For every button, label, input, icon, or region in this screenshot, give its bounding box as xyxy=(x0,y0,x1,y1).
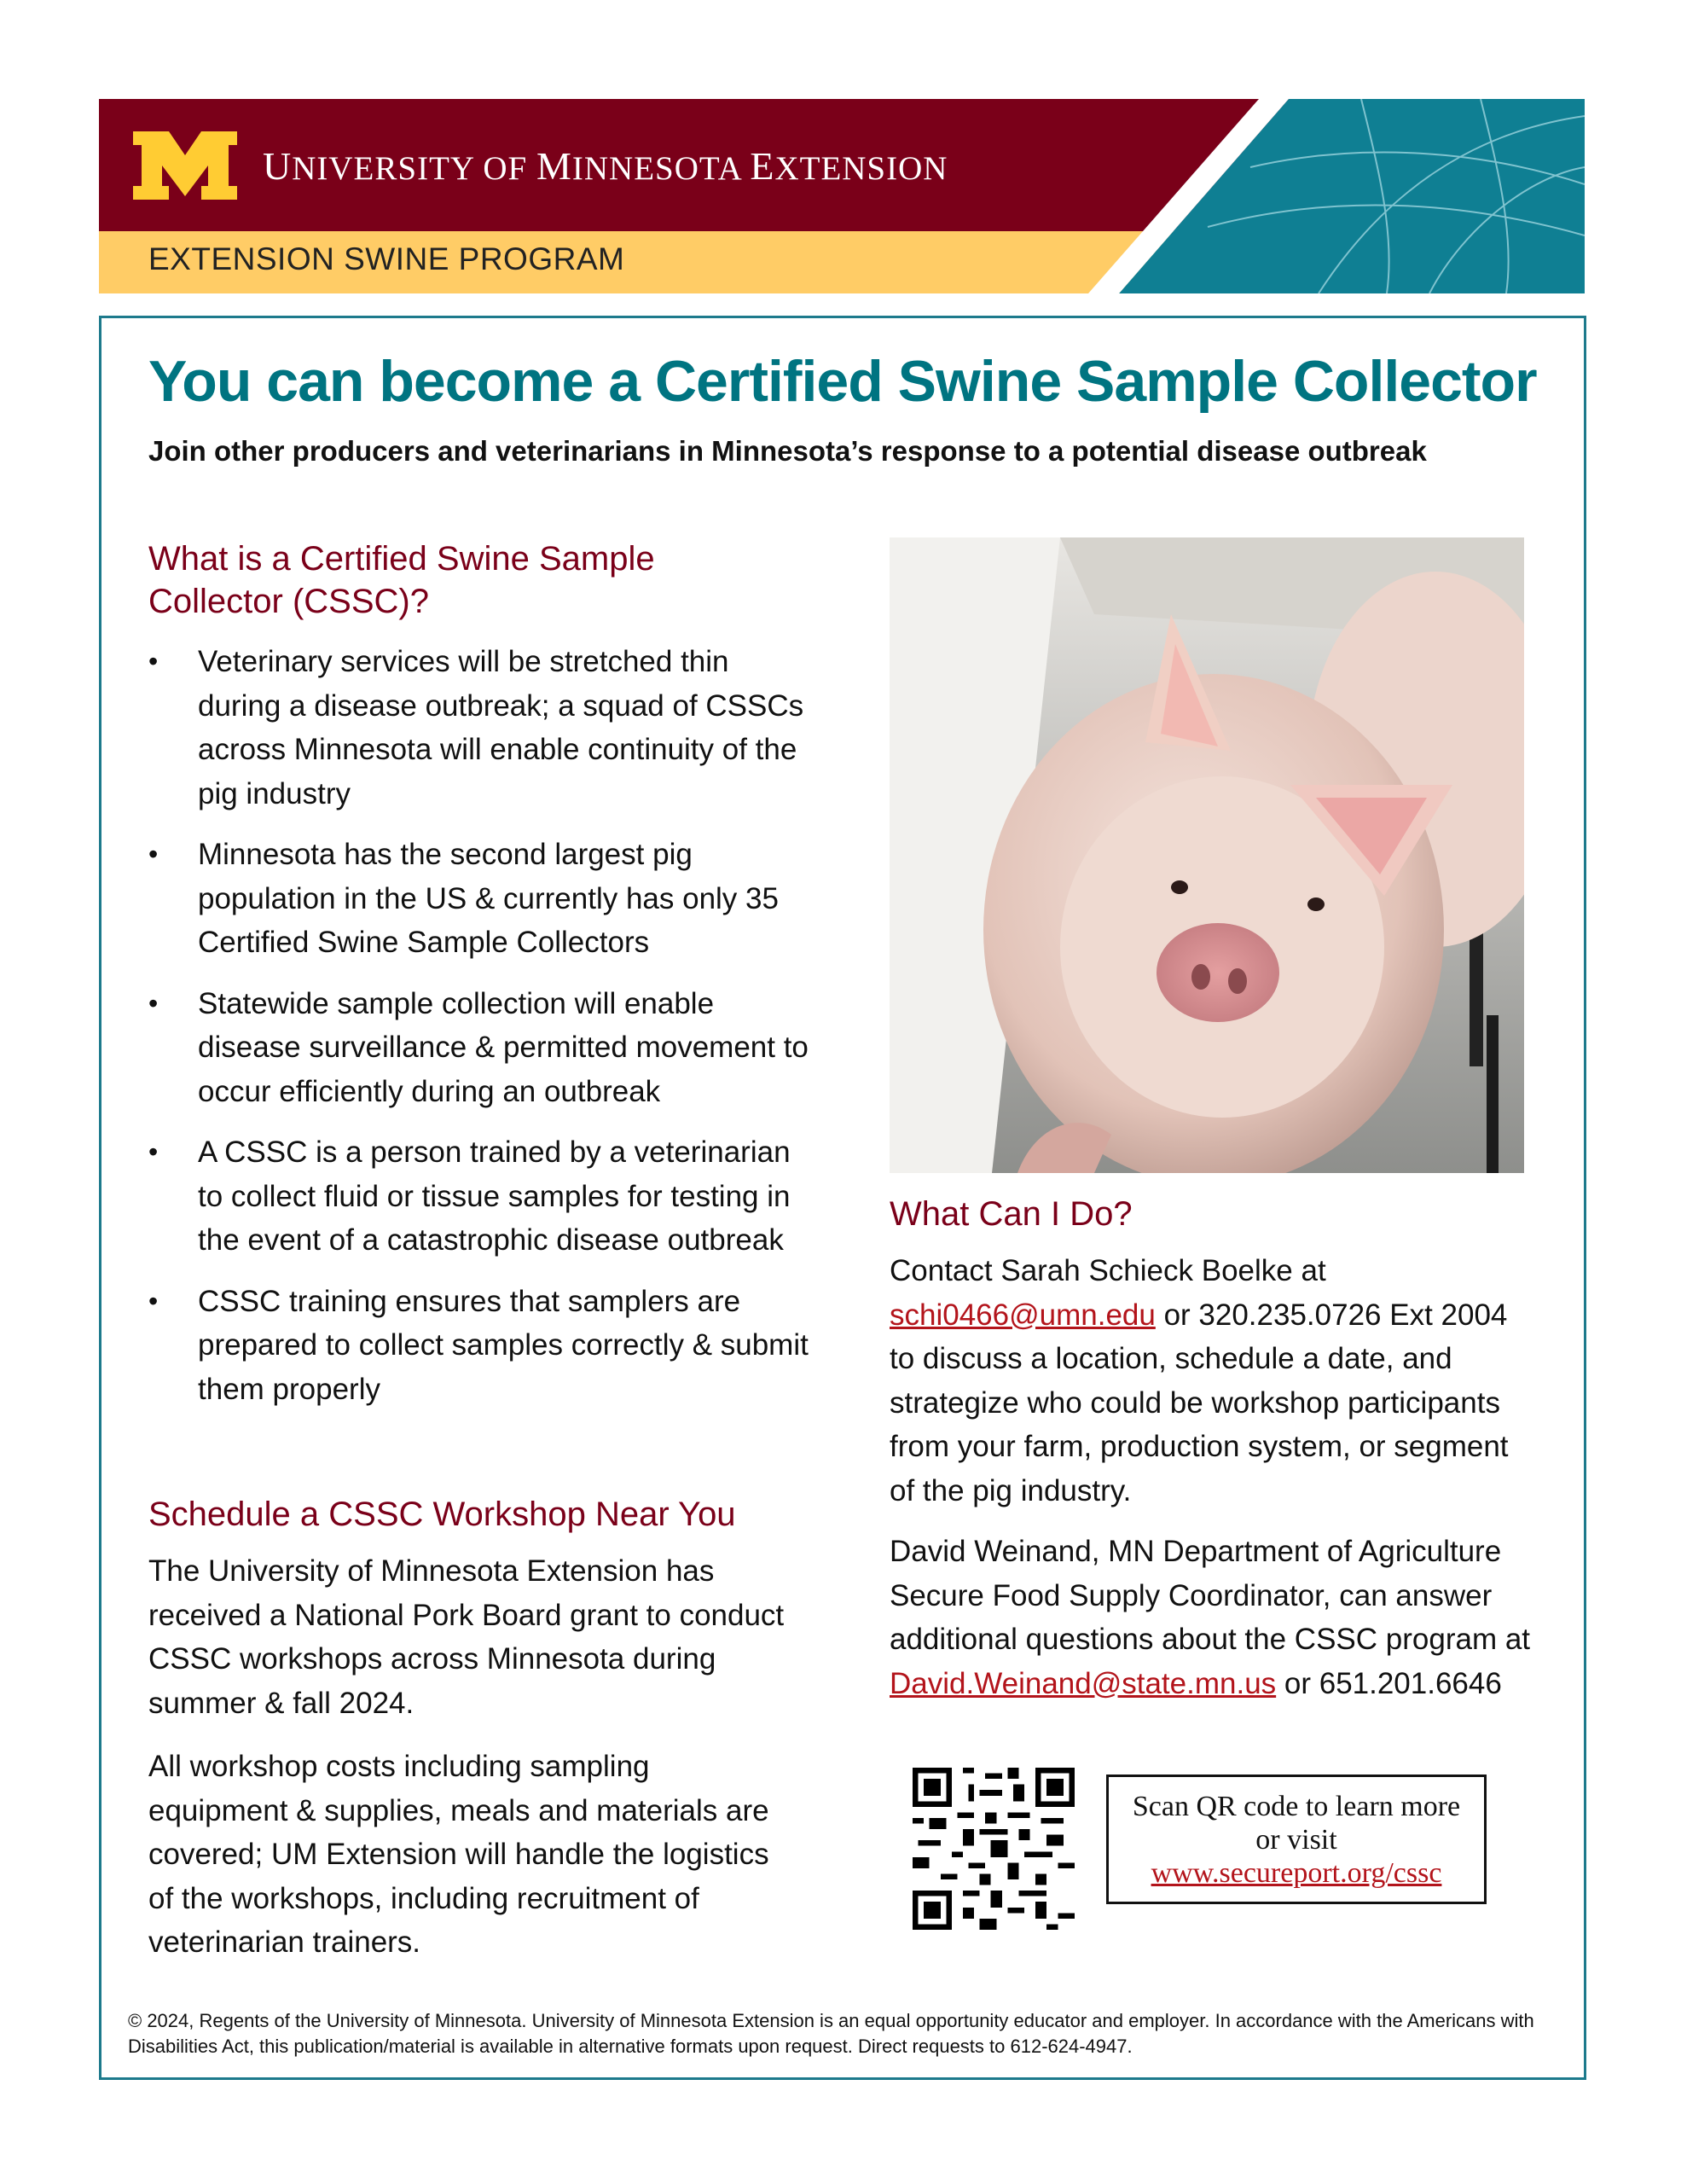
qr-code[interactable] xyxy=(913,1768,1075,1930)
securepork-link[interactable]: www.secureport.org/cssc xyxy=(1151,1857,1442,1889)
email-link-david[interactable]: David.Weinand@state.mn.us xyxy=(890,1666,1277,1700)
pig-photo xyxy=(890,537,1524,1173)
header-banner xyxy=(99,99,1585,293)
list-item: • Minnesota has the second largest pig population in the US & currently has only 35 Certified Swine Sample Collectors xyxy=(148,833,814,965)
list-item: • Statewide sample collection will enable disease surveillance & permitted movement to occur efficiently during an outbreak xyxy=(148,982,814,1114)
list-item: • CSSC training ensures that samplers are prepared to collect samples correctly & submit them properly xyxy=(148,1280,814,1412)
page-title: You can become a Certified Swine Sample Collector xyxy=(148,349,1537,414)
contact-paragraph: Contact Sarah Schieck Boelke at schi0466@umn.edu or 320.235.0726 Ext 2004 to discuss a location, schedule a date, and strategize who could be workshop participants from your farm, production system, or segment of the pig industry. xyxy=(890,1254,1509,1507)
list-item: • Veterinary services will be stretched thin during a disease outbreak; a squad of CSSCs across Minnesota will enable continuity of the pig industry xyxy=(148,640,814,816)
schedule-paragraph-2: All workshop costs including sampling equipment & supplies, meals and materials are covered; UM Extension will handle the logistics of the workshops, including recruitment of veterinarian trainers. xyxy=(148,1750,769,1959)
program-name: EXTENSION SWINE PROGRAM xyxy=(148,241,625,276)
email-link-sarah[interactable]: schi0466@umn.edu xyxy=(890,1298,1156,1332)
university-m-logo xyxy=(133,131,237,200)
weinand-paragraph: David Weinand, MN Department of Agriculture Secure Food Supply Coordinator, can answer additional questions about the CSSC program at David.Weinand@state.mn.us or 651.201.6646 xyxy=(890,1535,1531,1700)
university-name: UNIVERSITY OF MINNESOTA EXTENSION xyxy=(263,144,948,188)
schedule-heading: Schedule a CSSC Workshop Near You xyxy=(148,1496,736,1533)
scan-qr-box: Scan QR code to learn more or visit www.secureport.org/cssc xyxy=(1106,1774,1487,1904)
list-item: • A CSSC is a person trained by a veterinarian to collect fluid or tissue samples for testing in the event of a catastrophic disease outbreak xyxy=(148,1130,814,1263)
schedule-paragraph-1: The University of Minnesota Extension has received a National Pork Board grant to conduct CSSC workshops across Minnesota during summer & fall 2024. xyxy=(148,1554,785,1720)
what-is-heading: What is a Certified Swine Sample Collector (CSSC)? xyxy=(148,540,655,620)
what-is-bullet-list xyxy=(148,640,814,1428)
page-subtitle: Join other producers and veterinarians in Minnesota’s response to a potential disease outbreak xyxy=(148,435,1427,467)
footer-legal-text: © 2024, Regents of the University of Minnesota. University of Minnesota Extension is an equal opportunity educator and employer. In accordance with the Americans with Disabilities Act, this publication/material is available in alternative formats upon request. Direct requests to 612-624-4947. xyxy=(128,2010,1534,2057)
what-can-heading: What Can I Do? xyxy=(890,1195,1133,1233)
